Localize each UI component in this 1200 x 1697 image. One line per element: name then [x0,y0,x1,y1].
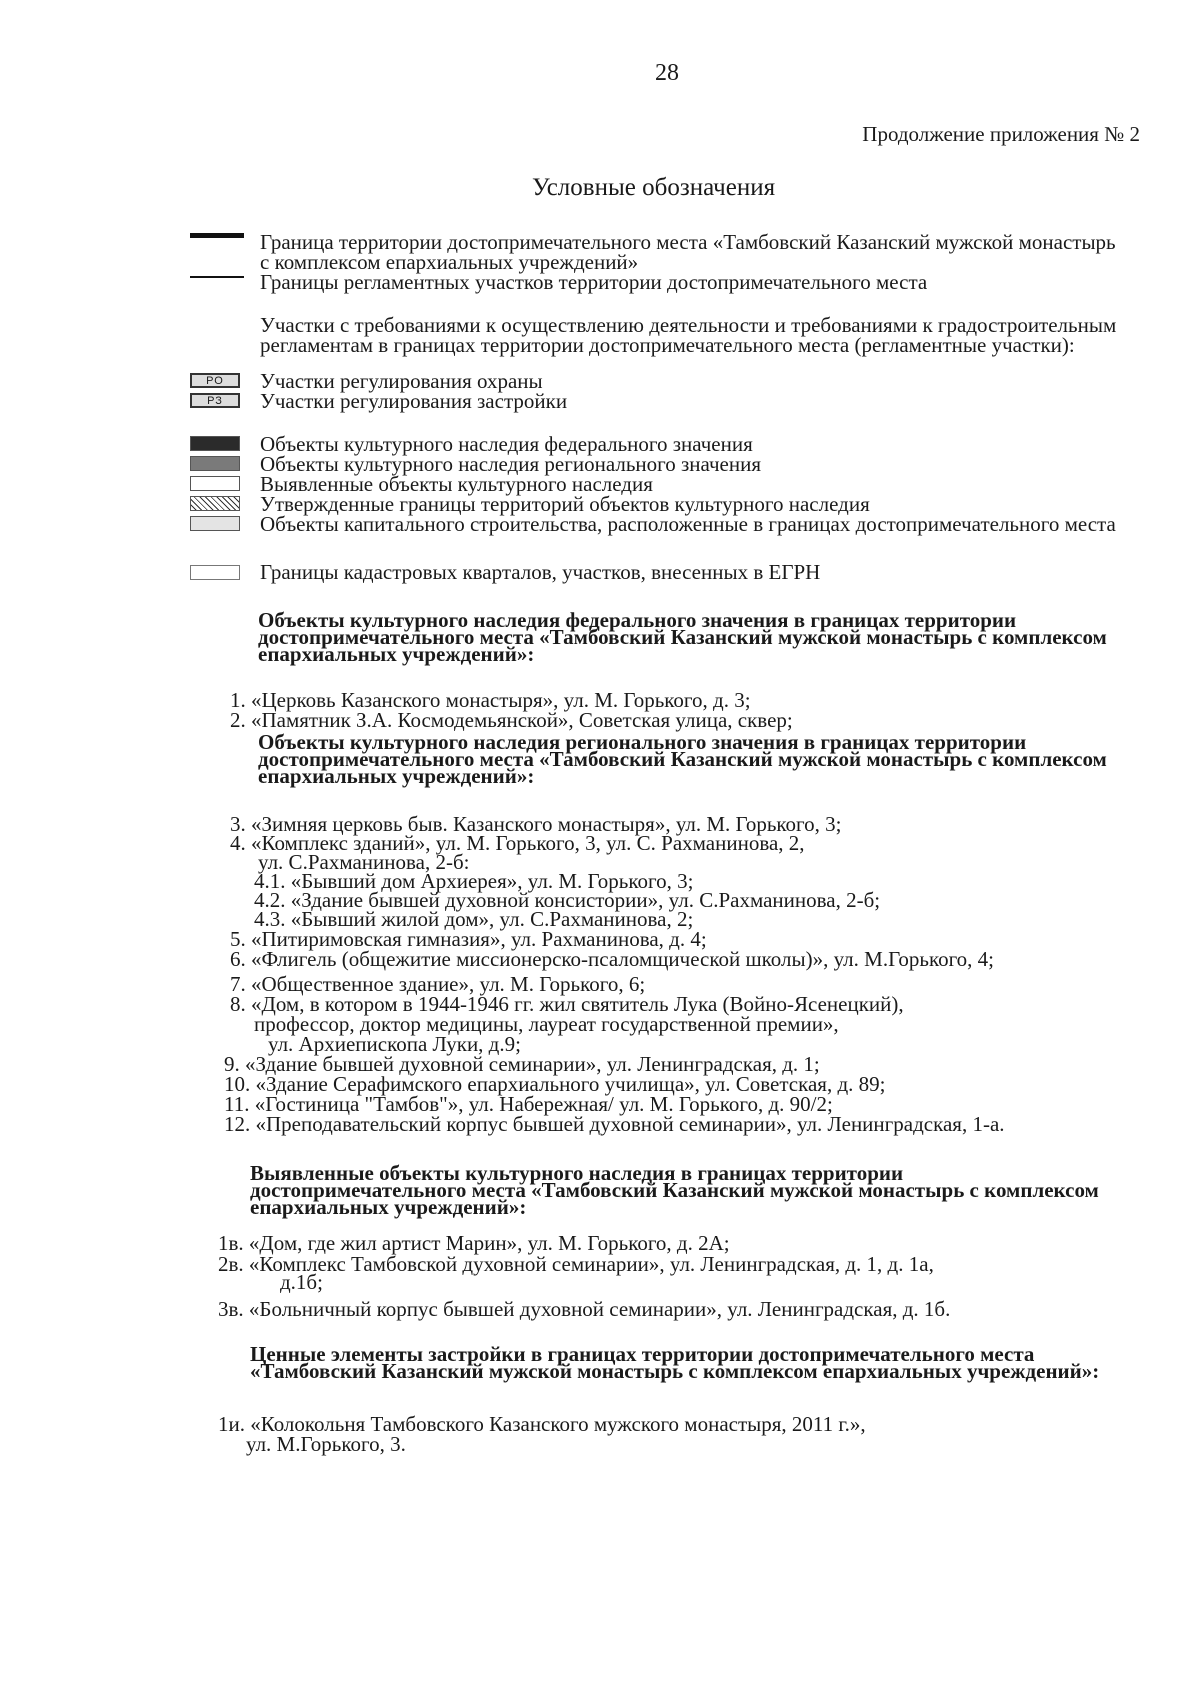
list-item: 6. «Флигель (общежитие миссионерско-псаломщической школы)», ул. М.Горького, 4; [230,947,995,971]
ro-zone-symbol: РО [190,373,240,388]
federal-objects-heading: Объекты культурного наследия федерального значения в границах территории достопримечательного места «Тамбовский Казанский мужской монастырь с комплексом епархиальных учреждений»: [258,608,1107,666]
continuation-note: Продолжение приложения № 2 [862,122,1140,146]
list-item: 1и. «Колокольня Тамбовского Казанского мужского монастыря, 2011 г.», [218,1412,866,1436]
legend-zones-intro: Участки с требованиями к осуществлению деятельности и требованиями к градостроительным регламентам в границах территории достопримечательного места (регламентные участки): [260,313,1117,357]
legend-cadastral: Границы кадастровых кварталов, участков, внесенных в ЕГРН [260,560,821,584]
valuable-elements-heading: Ценные элементы застройки в границах территории достопримечательного места «Тамбовский Казанский мужской монастырь с комплексом епархиальных учреждений»: [250,1342,1100,1383]
list-item: 10. «Здание Серафимского епархиального училища», ул. Советская, д. 89; [224,1072,886,1096]
list-item: 3в. «Больничный корпус бывшей духовной семинарии», ул. Ленинградская, д. 1б. [218,1297,951,1321]
list-item: 4.3. «Бывший жилой дом», ул. С.Рахманинова, 2; [254,907,694,931]
legend-federal: Объекты культурного наследия федерального значения [260,432,753,456]
identified-objects-heading: Выявленные объекты культурного наследия в границах территории достопримечательного места «Тамбовский Казанский мужской монастырь с комплексом епархиальных учреждений»: [250,1161,1099,1219]
legend-identified: Выявленные объекты культурного наследия [260,472,653,496]
territory-border-line-symbol [190,233,244,238]
list-item: 11. «Гостиница "Тамбов"», ул. Набережная/ ул. М. Горького, д. 90/2; [224,1092,833,1116]
legend-rz: Участки регулирования застройки [260,389,568,413]
federal-heritage-symbol [190,436,240,451]
list-item: 9. «Здание бывшей духовной семинарии», ул. Ленинградская, д. 1; [224,1052,820,1076]
capital-construction-symbol [190,516,240,531]
cadastral-border-symbol [190,565,240,580]
list-item: ул. М.Горького, 3. [246,1432,406,1456]
regional-objects-heading: Объекты культурного наследия регионального значения в границах территории достопримечательного места «Тамбовский Казанский мужской монастырь с комплексом епархиальных учреждений»: [258,730,1107,788]
list-item: 5. «Питиримовская гимназия», ул. Рахманинова, д. 4; [230,927,707,951]
regional-heritage-symbol [190,456,240,471]
page-number: 28 [655,60,679,86]
identified-heritage-symbol [190,476,240,491]
list-item: 1. «Церковь Казанского монастыря», ул. М. Горького, д. 3; [230,688,751,712]
list-item: 2в. «Комплекс Тамбовской духовной семинарии», ул. Ленинградская, д. 1, д. 1а, [218,1252,934,1276]
legend-title: Условные обозначения [532,174,776,201]
legend-ro: Участки регулирования охраны [260,369,543,393]
legend-border-reglament: Границы регламентных участков территории достопримечательного места [260,270,928,294]
list-item: 4.1. «Бывший дом Архиерея», ул. М. Горького, 3; [254,869,694,893]
approved-borders-symbol [190,496,240,511]
list-item: 1в. «Дом, где жил артист Марин», ул. М. Горького, д. 2А; [218,1231,730,1255]
rz-zone-symbol: РЗ [190,393,240,408]
legend-border-territory: Граница территории достопримечательного места «Тамбовский Казанский мужской монастырь с комплексом епархиальных учреждений» [260,230,1116,274]
list-item: 4. «Комплекс зданий», ул. М. Горького, 3, ул. С. Рахманинова, 2, [230,831,805,855]
legend-regional: Объекты культурного наследия регионального значения [260,452,762,476]
legend-approved-borders: Утвержденные границы территорий объектов культурного наследия [260,492,870,516]
list-item: 12. «Преподавательский корпус бывшей духовной семинарии», ул. Ленинградская, 1-а. [224,1112,1005,1136]
legend-capital: Объекты капитального строительства, расположенные в границах достопримечательного места [260,512,1116,536]
list-item: 8. «Дом, в котором в 1944-1946 гг. жил святитель Лука (Войно-Ясенецкий), [230,992,904,1016]
list-item: 2. «Памятник З.А. Космодемьянской», Советская улица, сквер; [230,708,793,732]
reglament-border-line-symbol [190,276,244,278]
list-item: д.1б; [280,1270,323,1294]
list-item: 3. «Зимняя церковь быв. Казанского монастыря», ул. М. Горького, 3; [230,812,842,836]
list-item: ул. Архиепископа Луки, д.9; [268,1032,521,1056]
list-item: профессор, доктор медицины, лауреат государственной премии», [254,1012,839,1036]
list-item: ул. С.Рахманинова, 2-б: [258,850,470,874]
list-item: 4.2. «Здание бывшей духовной консистории», ул. С.Рахманинова, 2-б; [254,888,881,912]
list-item: 7. «Общественное здание», ул. М. Горького, 6; [230,972,646,996]
